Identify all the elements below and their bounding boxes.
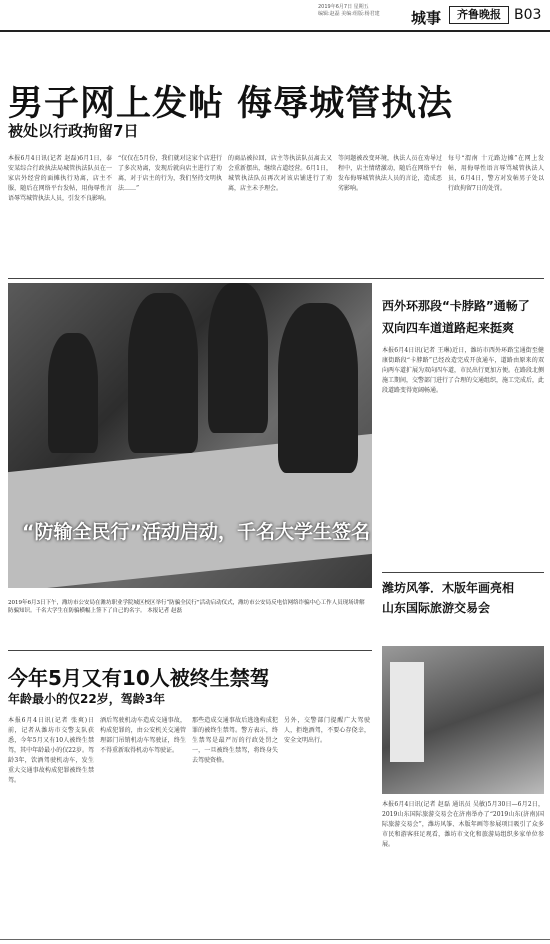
footer-rule <box>0 939 550 940</box>
header-date: 2019年6月7日 星期五 <box>318 4 369 10</box>
story1-col4: 等问题被改变环境，执法人员在劝导过程中，店主情绪激动，随后在网络平台发布侮辱城管执法人员的言论，造成恶劣影响。 <box>338 155 442 192</box>
photo-caption: 2019年6月3日下午，潍坊市公安局在潍坊职业学院城区校区举行“防骗全民行”活动启动仪式，潍坊市公安局反电信网络诈骗中心工作人员现场讲解防骗知识。千名大学生在防骗横幅上签下了自己的名字。 本报记者 赵磊 <box>8 600 365 614</box>
story4-col1: 本报6月4日讯(记者 张爽)日前，记者从潍坊市交警支队获悉，今年5月又有10人被终生禁驾，其中年龄最小的仅22岁。驾龄3年，饮酒驾驶机动车，发生重大交通事故构成犯罪被终生禁驾。 <box>8 717 94 784</box>
story3-title-line1: 潍坊风筝．木版年画亮相 <box>382 581 515 595</box>
story4-headline: 今年5月又有10人被终生禁驾 <box>8 666 270 690</box>
story2-body: 本报6月4日讯(记者 王琳)近日，潍坊市西外环路宝通街至健康街路段“卡脖路”已经改造完成开放通车，道路由原来的双向两车道扩展为双向四车道，市民出行更加方便。在路段北侧施工期间，交警部门进行了合理的交通组织，施工完成后，此段道路变得宽阔畅通。 <box>382 347 544 394</box>
story1-col2: “仅仅在5月份，我们就对这家个店进行了多次劝离，发现后就向店主进行了劝离，对于店主的行为，我们坚持文明执法……” <box>118 155 222 192</box>
story4-subhead: 年龄最小的仅22岁，驾龄3年 <box>8 692 166 706</box>
story3-title <box>382 578 514 618</box>
kite-banner-shape <box>390 662 424 762</box>
divider <box>382 572 544 573</box>
story2-title <box>382 295 530 339</box>
story4-col3: 那些造成交通事故后逃逸构成犯罪的被终生禁驾。警方表示，终生禁驾是最严厉的行政处罚之一，一旦被终生禁驾，将终身失去驾驶资格。 <box>192 717 278 764</box>
person-shape <box>278 303 358 473</box>
story3-title-line2: 山东国际旅游交易会 <box>382 601 491 615</box>
newspaper-logo: 齐鲁晚报 <box>449 6 509 24</box>
tourism-fair-photo <box>382 646 544 794</box>
story4-col4: 另外，交警部门提醒广大驾驶人，拒绝酒驾，不要心存侥幸，安全文明出行。 <box>284 717 370 744</box>
story1-subhead: 被处以行政拘留7日 <box>8 122 139 140</box>
divider <box>8 650 372 651</box>
story2-title-line2: 双向四车道道路起来挺爽 <box>382 321 515 335</box>
page-number: B03 <box>514 7 542 23</box>
story2-title-line1: 西外环那段“卡脖路”通畅了 <box>382 299 530 313</box>
person-shape <box>208 283 268 433</box>
header-meta <box>318 4 408 18</box>
header-editors: 编辑:赵磊 美编:组版:杨君建 <box>318 11 380 17</box>
story1-col3: 的商品被拉回，店主等执法队员离去又会重新摆出，继续占道经营。6月1日，城管执法队员再次对该店铺进行了劝离，店主未予理会。 <box>228 155 332 192</box>
person-shape <box>128 293 198 453</box>
header-rule <box>0 30 550 32</box>
divider <box>8 278 544 279</box>
photo-title-overlay: “防输全民行”活动启动，千名大学生签名 <box>22 521 370 543</box>
story1-col1: 本报6月4日讯(记者 赵磊)6月1日，泰安某综合行政执法局城管执法队员在一家店外经营的面摊执行劝离，店主不服，随后在网络平台发帖，用侮辱性言语辱骂城管执法人员，引发不良影响。 <box>8 155 112 202</box>
section-title: 城事 <box>411 9 442 27</box>
story3-body: 本报6月4日讯(记者 赵磊 通讯员 吴敏)5月30日—6月2日，2019山东国际旅游交易会在济南举办了“2019山东(济南)国际旅游交易会”，潍坊风筝、木版年画等参展项目吸引了众多市民和游客驻足观看，潍坊市文化和旅游局组织多家单位参展。 <box>382 801 544 848</box>
person-shape <box>48 333 98 453</box>
story4-col2: 酒后驾驶机动车造成交通事故，构成犯罪的，由公安机关交通管理部门吊销机动车驾驶证，终生不得重新取得机动车驾驶证。 <box>100 717 186 754</box>
story1-headline: 男子网上发帖 侮辱城管执法 <box>8 84 454 124</box>
signing-event-photo <box>8 283 372 588</box>
story1-col5: 每号“渭南 十元路边摊”在网上发帖，用侮辱性语言辱骂城管执法人员，6月4日，警方对发帖男子处以行政拘留7日的处罚。 <box>448 155 544 192</box>
